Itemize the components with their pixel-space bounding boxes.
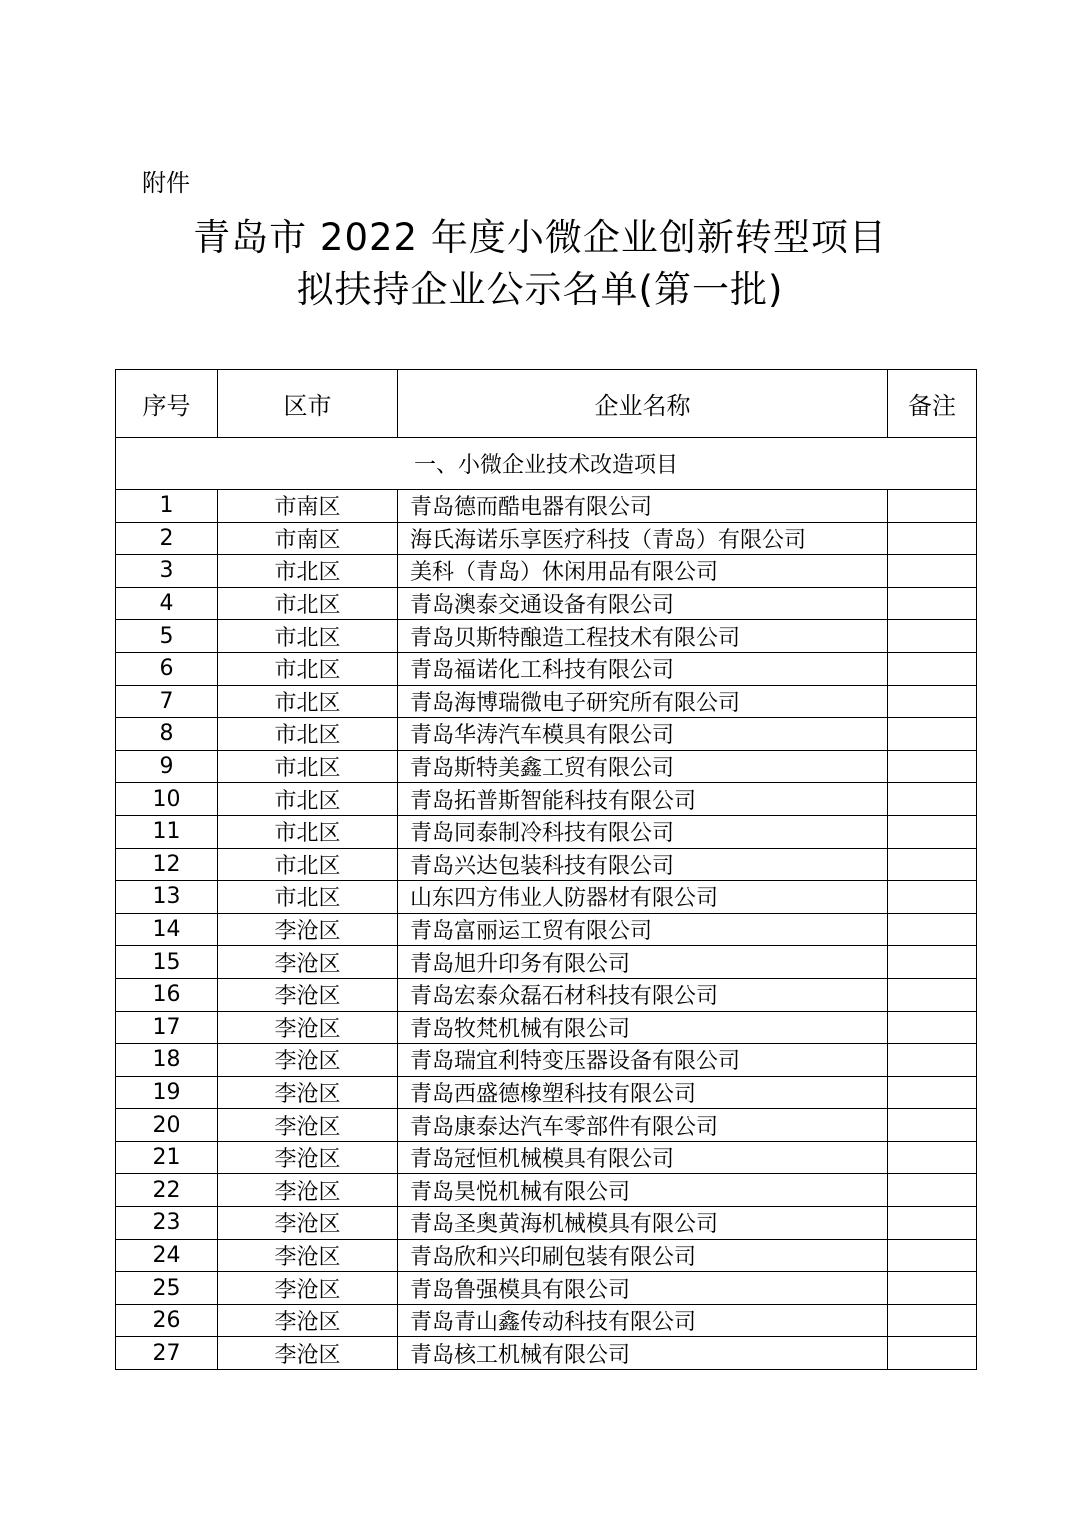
cell-serial-number: 20 (116, 1109, 218, 1142)
table-row (116, 1337, 977, 1370)
cell-remarks (888, 522, 977, 555)
cell-serial-number: 8 (116, 718, 218, 751)
cell-remarks (888, 1239, 977, 1272)
cell-enterprise-name: 青岛冠恒机械模具有限公司 (398, 1141, 888, 1174)
cell-remarks (888, 815, 977, 848)
section-title: 一、小微企业技术改造项目 (116, 438, 977, 490)
table-row (116, 978, 977, 1011)
cell-enterprise-name: 青岛德而酷电器有限公司 (398, 490, 888, 523)
cell-district: 李沧区 (218, 1141, 398, 1174)
cell-district: 市北区 (218, 848, 398, 881)
cell-enterprise-name: 青岛瑞宜利特变压器设备有限公司 (398, 1044, 888, 1077)
table-row (116, 1109, 977, 1142)
cell-district: 李沧区 (218, 1011, 398, 1044)
cell-remarks (888, 1011, 977, 1044)
table-row (116, 1239, 977, 1272)
cell-district: 李沧区 (218, 1272, 398, 1305)
cell-serial-number: 26 (116, 1304, 218, 1337)
cell-serial-number: 11 (116, 815, 218, 848)
table-row (116, 815, 977, 848)
table-row (116, 718, 977, 751)
cell-remarks (888, 1141, 977, 1174)
cell-remarks (888, 1174, 977, 1207)
cell-district: 李沧区 (218, 946, 398, 979)
cell-remarks (888, 750, 977, 783)
table-row (116, 1141, 977, 1174)
cell-serial-number: 14 (116, 913, 218, 946)
cell-district: 市南区 (218, 522, 398, 555)
cell-remarks (888, 881, 977, 914)
table-row (116, 1076, 977, 1109)
table-row (116, 620, 977, 653)
cell-enterprise-name: 青岛同泰制冷科技有限公司 (398, 815, 888, 848)
cell-enterprise-name: 青岛旭升印务有限公司 (398, 946, 888, 979)
cell-remarks (888, 1337, 977, 1370)
cell-serial-number: 22 (116, 1174, 218, 1207)
cell-serial-number: 4 (116, 587, 218, 620)
cell-enterprise-name: 青岛拓普斯智能科技有限公司 (398, 783, 888, 816)
cell-district: 市北区 (218, 587, 398, 620)
cell-serial-number: 19 (116, 1076, 218, 1109)
table-row (116, 946, 977, 979)
cell-enterprise-name: 青岛海博瑞微电子研究所有限公司 (398, 685, 888, 718)
cell-remarks (888, 685, 977, 718)
cell-enterprise-name: 青岛富丽运工贸有限公司 (398, 913, 888, 946)
cell-remarks (888, 1076, 977, 1109)
cell-enterprise-name: 青岛牧梵机械有限公司 (398, 1011, 888, 1044)
cell-district: 李沧区 (218, 913, 398, 946)
table-row (116, 555, 977, 588)
cell-district: 李沧区 (218, 1109, 398, 1142)
cell-remarks (888, 718, 977, 751)
cell-serial-number: 2 (116, 522, 218, 555)
cell-enterprise-name: 青岛康泰达汽车零部件有限公司 (398, 1109, 888, 1142)
table-row (116, 685, 977, 718)
table-row (116, 1174, 977, 1207)
cell-serial-number: 15 (116, 946, 218, 979)
cell-serial-number: 10 (116, 783, 218, 816)
cell-enterprise-name: 青岛青山鑫传动科技有限公司 (398, 1304, 888, 1337)
table-row (116, 783, 977, 816)
cell-remarks (888, 1207, 977, 1240)
cell-remarks (888, 587, 977, 620)
table-row (116, 1272, 977, 1305)
table-row (116, 652, 977, 685)
cell-remarks (888, 1109, 977, 1142)
cell-remarks (888, 490, 977, 523)
header-district: 区市 (218, 370, 398, 438)
cell-serial-number: 12 (116, 848, 218, 881)
cell-enterprise-name: 青岛贝斯特酿造工程技术有限公司 (398, 620, 888, 653)
cell-serial-number: 23 (116, 1207, 218, 1240)
header-serial-number: 序号 (116, 370, 218, 438)
cell-district: 李沧区 (218, 1076, 398, 1109)
cell-district: 市南区 (218, 490, 398, 523)
cell-remarks (888, 913, 977, 946)
cell-district: 李沧区 (218, 978, 398, 1011)
cell-district: 市北区 (218, 652, 398, 685)
cell-serial-number: 5 (116, 620, 218, 653)
cell-enterprise-name: 青岛宏泰众磊石材科技有限公司 (398, 978, 888, 1011)
cell-district: 市北区 (218, 881, 398, 914)
cell-remarks (888, 1304, 977, 1337)
cell-serial-number: 16 (116, 978, 218, 1011)
cell-remarks (888, 1272, 977, 1305)
table-header-row (116, 370, 977, 438)
table-row (116, 1207, 977, 1240)
header-remarks: 备注 (888, 370, 977, 438)
cell-district: 市北区 (218, 555, 398, 588)
cell-enterprise-name: 青岛西盛德橡塑科技有限公司 (398, 1076, 888, 1109)
cell-serial-number: 21 (116, 1141, 218, 1174)
cell-serial-number: 17 (116, 1011, 218, 1044)
cell-enterprise-name: 青岛昊悦机械有限公司 (398, 1174, 888, 1207)
cell-serial-number: 13 (116, 881, 218, 914)
cell-district: 市北区 (218, 718, 398, 751)
cell-remarks (888, 555, 977, 588)
table-row (116, 1044, 977, 1077)
cell-enterprise-name: 青岛斯特美鑫工贸有限公司 (398, 750, 888, 783)
section-row (116, 438, 977, 490)
cell-remarks (888, 1044, 977, 1077)
header-enterprise-name: 企业名称 (398, 370, 888, 438)
cell-enterprise-name: 青岛圣奥黄海机械模具有限公司 (398, 1207, 888, 1240)
cell-serial-number: 1 (116, 490, 218, 523)
cell-remarks (888, 978, 977, 1011)
document-title-line2: 拟扶持企业公示名单(第一批) (296, 268, 784, 311)
cell-district: 李沧区 (218, 1337, 398, 1370)
table-row (116, 522, 977, 555)
cell-district: 市北区 (218, 620, 398, 653)
cell-district: 市北区 (218, 815, 398, 848)
cell-district: 李沧区 (218, 1239, 398, 1272)
cell-remarks (888, 848, 977, 881)
cell-serial-number: 24 (116, 1239, 218, 1272)
cell-enterprise-name: 青岛兴达包装科技有限公司 (398, 848, 888, 881)
cell-serial-number: 27 (116, 1337, 218, 1370)
cell-enterprise-name: 海氏海诺乐享医疗科技（青岛）有限公司 (398, 522, 888, 555)
cell-enterprise-name: 青岛欣和兴印刷包装有限公司 (398, 1239, 888, 1272)
cell-enterprise-name: 美科（青岛）休闲用品有限公司 (398, 555, 888, 588)
table-row (116, 848, 977, 881)
cell-district: 李沧区 (218, 1207, 398, 1240)
table-row (116, 1304, 977, 1337)
cell-serial-number: 7 (116, 685, 218, 718)
cell-serial-number: 3 (116, 555, 218, 588)
cell-district: 市北区 (218, 783, 398, 816)
table-row (116, 587, 977, 620)
cell-serial-number: 6 (116, 652, 218, 685)
table-row (116, 750, 977, 783)
table-row (116, 881, 977, 914)
cell-enterprise-name: 青岛华涛汽车模具有限公司 (398, 718, 888, 751)
cell-district: 李沧区 (218, 1174, 398, 1207)
table-row (116, 913, 977, 946)
table-row (116, 490, 977, 523)
cell-district: 市北区 (218, 685, 398, 718)
cell-enterprise-name: 青岛澳泰交通设备有限公司 (398, 587, 888, 620)
cell-remarks (888, 620, 977, 653)
document-title-line1: 青岛市 2022 年度小微企业创新转型项目 (193, 216, 887, 259)
attachment-label: 附件 (142, 169, 190, 197)
cell-serial-number: 9 (116, 750, 218, 783)
cell-district: 李沧区 (218, 1044, 398, 1077)
cell-district: 市北区 (218, 750, 398, 783)
table-row (116, 1011, 977, 1044)
cell-remarks (888, 946, 977, 979)
cell-enterprise-name: 青岛福诺化工科技有限公司 (398, 652, 888, 685)
cell-district: 李沧区 (218, 1304, 398, 1337)
cell-serial-number: 18 (116, 1044, 218, 1077)
enterprise-list-table (115, 369, 977, 1370)
cell-remarks (888, 652, 977, 685)
cell-enterprise-name: 山东四方伟业人防器材有限公司 (398, 881, 888, 914)
cell-serial-number: 25 (116, 1272, 218, 1305)
cell-enterprise-name: 青岛核工机械有限公司 (398, 1337, 888, 1370)
cell-remarks (888, 783, 977, 816)
cell-enterprise-name: 青岛鲁强模具有限公司 (398, 1272, 888, 1305)
